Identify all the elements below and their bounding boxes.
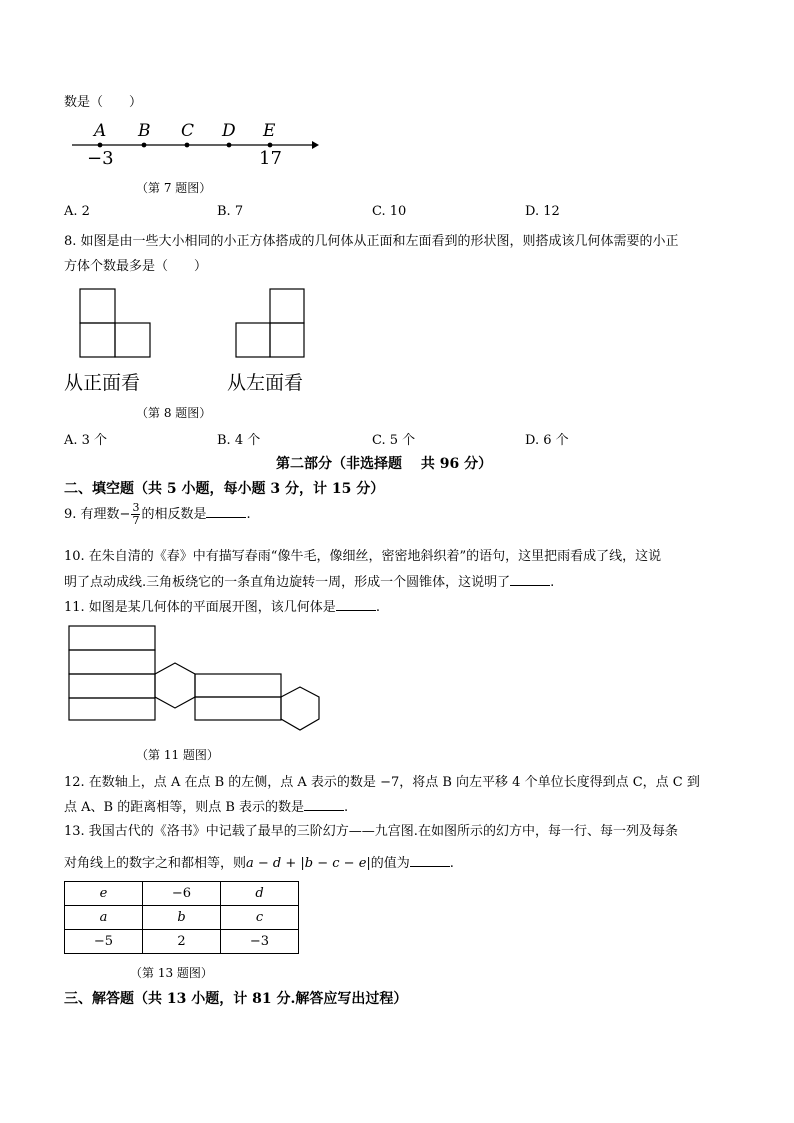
q13-caption: （第 13 题图） xyxy=(130,966,213,980)
q13-line2-suffix: 的值为 xyxy=(370,856,410,871)
point-e-label: E xyxy=(263,121,276,141)
q8-option-d: D. 6 个 xyxy=(525,433,569,448)
part2-title: 第二部分（非选择题 共 96 分） xyxy=(276,456,493,472)
table-row xyxy=(65,930,299,954)
q8-line1: 8. 如图是由一些大小相同的小正方体搭成的几何体从正面和左面看到的形状图，则搭成该几何体需要的小正 xyxy=(64,234,679,249)
q8-option-c: C. 5 个 xyxy=(372,433,416,448)
table-cell: e xyxy=(65,882,143,906)
q7-option-c: C. 10 xyxy=(372,204,407,219)
magic-square-table xyxy=(64,881,299,954)
q9-suffix: 的相反数是 xyxy=(141,507,207,522)
q7-stem-tail: 数是（ ） xyxy=(64,95,143,110)
q11-caption: （第 11 题图） xyxy=(136,748,219,762)
q10-line1: 10. 在朱自清的《春》中有描写春雨“像牛毛，像细丝，密密地斜织着”的语句，这里把雨看成了线，这说 xyxy=(64,549,662,564)
q13-line2-prefix: 对角线上的数字之和都相等，则 xyxy=(64,856,247,871)
q12-line2-text: 点 A、B 的距离相等，则点 B 表示的数是 xyxy=(64,800,305,815)
q13-line2 xyxy=(64,852,454,871)
table-cell: 2 xyxy=(143,930,221,954)
q8-caption: （第 8 题图） xyxy=(136,406,212,420)
q10-end: . xyxy=(550,575,555,590)
q7-option-d: D. 12 xyxy=(525,204,560,219)
table-cell: −3 xyxy=(221,930,299,954)
q12-line2 xyxy=(64,796,348,815)
left-value-label: −3 xyxy=(87,148,114,169)
q10-line2-text: 明了点动成线.三角板绕它的一条直角边旋转一周，形成一个圆锥体，这说明了 xyxy=(64,575,511,590)
q11-text: 11. 如图是某几何体的平面展开图，该几何体是 xyxy=(64,600,336,615)
q13-answer-blank[interactable] xyxy=(410,854,450,867)
q9-denominator: 7 xyxy=(132,514,140,527)
q9-prefix: 9. 有理数− xyxy=(64,507,131,522)
q8-option-a: A. 3 个 xyxy=(64,433,108,448)
q8-line2: 方体个数最多是（ ） xyxy=(64,259,208,274)
q12-answer-blank[interactable] xyxy=(304,798,344,811)
point-a-label: A xyxy=(94,121,107,141)
table-row xyxy=(65,882,299,906)
table-cell: a xyxy=(65,906,143,930)
front-view-label: 从正面看 xyxy=(64,372,141,394)
table-cell: −5 xyxy=(65,930,143,954)
q13-line1: 13. 我国古代的《洛书》中记载了最早的三阶幻方——九宫图.在如图所示的幻方中，每一行、每一列及每条 xyxy=(64,824,678,839)
q13-expression: a − d + |b − c − e| xyxy=(246,856,371,871)
q7-option-b: B. 7 xyxy=(217,204,244,219)
table-cell: b xyxy=(143,906,221,930)
q13-end: . xyxy=(449,856,454,871)
table-cell: d xyxy=(221,882,299,906)
q11-end: . xyxy=(375,600,380,615)
section2-title: 二、填空题（共 5 小题，每小题 3 分，计 15 分） xyxy=(64,481,385,497)
q9-numerator: 3 xyxy=(132,501,140,514)
point-c-label: C xyxy=(181,121,195,141)
q9-end: . xyxy=(246,507,251,522)
table-cell: c xyxy=(221,906,299,930)
point-b-label: B xyxy=(138,121,151,141)
table-cell: −6 xyxy=(143,882,221,906)
q7-caption: （第 7 题图） xyxy=(136,181,212,195)
q7-option-a: A. 2 xyxy=(64,204,90,219)
q12-end: . xyxy=(344,800,349,815)
q8-option-b: B. 4 个 xyxy=(217,433,261,448)
point-d-label: D xyxy=(222,121,236,141)
right-value-label: 17 xyxy=(259,148,282,169)
section3-title: 三、解答题（共 13 小题，计 81 分.解答应写出过程） xyxy=(64,991,408,1007)
q12-line1: 12. 在数轴上，点 A 在点 B 的左侧，点 A 表示的数是 −7，将点 B 向左平移 4 个单位长度得到点 C，点 C 到 xyxy=(64,775,700,790)
table-row xyxy=(65,906,299,930)
left-view-label: 从左面看 xyxy=(227,372,304,394)
